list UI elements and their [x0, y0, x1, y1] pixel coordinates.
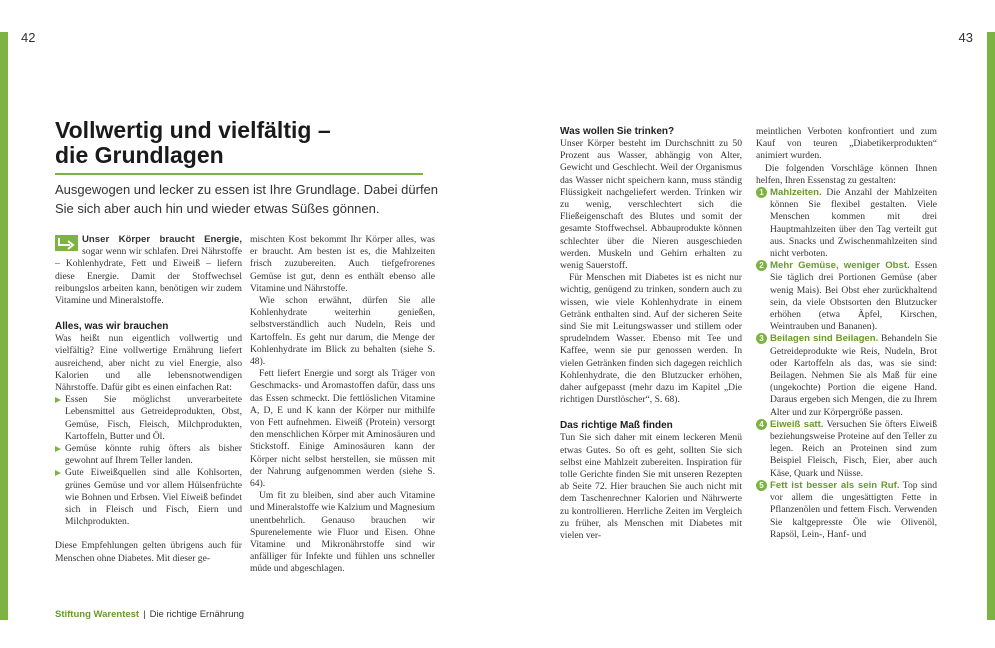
numbered-item: 3 Beilagen sind Beilagen. Behandeln Sie Getreideprodukte wie Reis, Nudeln, Brot oder Kartoffeln als das, was sie sind: Beilagen. Nehmen Sie als Maß für eine (ungekochte) Portion die eigene Hand. Daraus ergeben sich Mengen, die zu Ihrem Alter und zur Körpergröße passen.: [756, 333, 937, 418]
col2-p4: Um fit zu bleiben, sind aber auch Vitamine und Mineralstoffe wie Kalzium und Magnesium unentbehrlich. Genauso brauchen wir Spurenelemente wie Fluor und Eisen. Ohne Vitamine und Mikronährstoffe sind wir anfälliger für Infekte und fühlen uns schneller müde und abgeschlagen.: [250, 490, 435, 575]
trinken-p2: Für Menschen mit Diabetes ist es nicht nur wichtig, genügend zu trinken, sondern auch zu wissen, wie viele Kohlenhydrate in einem Getränk enthalten sind. Auf der sicheren Seite sind Sie mit Leitungswasser und stillem oder sprudelndem Wasser. Ebenso mit Tee und Kaffee, wenn sie pur genossen werden. In vielen Getränken finden sich dagegen reichlich Kohlenhydrate, die den Blutzucker erhöhen, daher aufgepasst (mehr dazu im Kapitel „Die richtigen Durstlöscher“, S. 68).: [560, 272, 742, 406]
numbered-item: 5 Fett ist besser als sein Ruf. Top sind vor allem die ungesättigten Fette in Pflanzenölen und fettem Fisch. Verwenden Sie kaltgepresste Öle wie Olivenöl, Rapsöl, Lein-, Hanf- und: [756, 480, 937, 541]
left-column-1: [55, 234, 242, 565]
number-circle-icon: 4: [756, 419, 767, 430]
triangle-bullet-icon: [55, 470, 61, 476]
mass-text: Tun Sie sich daher mit einem leckeren Menü etwas Gutes. So oft es geht, sollten Sie sich selbst eine Mahlzeit zubereiten. Inspiration für tolle Gerichte finden Sie mit unseren Rezepten ab Seite 72. Hier brauchen Sie auch nicht mit dem Taschenrechner Kalorien und Nährwerte zu kontrollieren. Herrliche Zeiten im Vergleich zu früher, als Menschen mit Diabetes mit vielen ver-: [560, 432, 742, 542]
number-circle-icon: 3: [756, 333, 767, 344]
numbered-item: 2 Mehr Gemüse, weniger Obst. Essen Sie täglich drei Portionen Gemüse (aber wenig Mais). Bei Obst eher zurückhaltend sein, da viele Obstsorten den Blutzucker erhöhen (etwa Äpfel, Kirschen, Weintrauben und Bananen).: [756, 260, 937, 333]
number-circle-icon: 1: [756, 187, 767, 198]
triangle-bullet-icon: [55, 446, 61, 452]
col1-end-paragraph: Diese Empfehlungen gelten übrigens auch für Menschen ohne Diabetes. Mit dieser ge-: [55, 540, 242, 564]
intro-bold: Unser Körper braucht Energie,: [82, 234, 242, 245]
heading-alles: Alles, was wir brauchen: [55, 321, 169, 333]
footer-separator: |: [143, 609, 146, 620]
chapter-title-line1: Vollwertig und vielfältig –: [55, 117, 331, 143]
heading-mass: Das richtige Maß finden: [560, 420, 673, 432]
title-underline: [55, 173, 423, 175]
lead-paragraph: Ausgewogen und lecker zu essen ist Ihre Grundlage. Dabei dürfen Sie sich aber auch hin und wieder etwas Süßes gönnen.: [55, 182, 439, 216]
triangle-bullet-icon: [55, 397, 61, 403]
bullet-item: Gute Eiweißquellen sind alle Kohlsorten, grünes Gemüse und vor allem Hülsenfrüchte wie Bohnen und Erbsen. Viel Eiweiß befindet sich in Fleisch und Fisch, Eiern und Milchprodukten.: [55, 467, 242, 528]
left-page: [0, 0, 497, 648]
numbered-list: [756, 187, 937, 541]
col2-p3: Fett liefert Energie und sorgt als Träger von Geschmacks- und Aromastoffen dafür, dass uns das Essen schmeckt. Die fettlöslichen Vitamine A, D, E und K kann der Körper nur mithilfe von Fett aufnehmen. Eiweiß (Protein) versorgt den menschlichen Körper mit Aminosäuren und Stickstoff. Einige Aminosäuren kann der Körper nicht selbst herstellen, sie müssen mit der Nahrung aufgenommen werden (siehe S. 64).: [250, 368, 435, 490]
chapter-title: [55, 118, 435, 168]
number-circle-icon: 2: [756, 260, 767, 271]
right-column-2: [756, 126, 937, 541]
number-circle-icon: 5: [756, 480, 767, 491]
bullet-item: Essen Sie möglichst unverarbeitete Lebensmittel aus Getreideprodukten, Obst, Gemüse, Fisch, Fleisch, Milchprodukten, Kartoffeln, Butter und Öl.: [55, 394, 242, 443]
right-column-1: [560, 126, 742, 542]
col4-p1: meintlichen Verboten konfrontiert und zum Kauf von teuren „Diabetikerprodukten“ animiert wurden.: [756, 126, 937, 162]
arrow-right-icon: [55, 235, 78, 251]
col2-p2: Wie schon erwähnt, dürfen Sie alle Kohlenhydrate weiterhin genießen, selbstverständlich auch Nudeln, Reis und Kartoffeln. Es geht nur darum, die Menge der Kohlenhydrate im Blick zu behalten (siehe S. 48).: [250, 295, 435, 368]
right-margin-bar: [987, 32, 995, 620]
col4-p2: Die folgenden Vorschläge können Ihnen helfen, Ihren Essenstag zu gestalten:: [756, 162, 937, 186]
chapter-title-line2: die Grundlagen: [55, 142, 224, 168]
page-number-right: 43: [958, 30, 973, 45]
bullet-item: Gemüse könnte ruhig öfters als bisher gewohnt auf Ihrem Teller landen.: [55, 443, 242, 467]
page-number-left: 42: [21, 30, 36, 45]
heading-trinken: Was wollen Sie trinken?: [560, 126, 675, 137]
alles-text: Was heißt nun eigentlich vollwertig und vielfältig? Eine vollwertige Ernährung liefert ausreichend, aber nicht zu viel Energie, also Kalorien und alle lebensnotwendigen Nährstoffe. Dafür gibt es einen einfachen Rat:: [55, 333, 242, 394]
page-footer: [55, 609, 244, 620]
left-column-2: [250, 234, 435, 576]
footer-brand: Stiftung Warentest: [55, 609, 140, 620]
numbered-item: 4 Eiweiß satt. Versuchen Sie öfters Eiweiß beziehungsweise Proteine auf den Teller zu legen. Reich an Proteinen sind zum Beispiel Fleisch, Fisch, Eier, aber auch Käse, Quark und Nüsse.: [756, 419, 937, 480]
numbered-item: 1 Mahlzeiten. Die Anzahl der Mahlzeiten können Sie flexibel gestalten. Viele Menschen kommen mit drei Hauptmahlzeiten über den Tag verteilt gut aus. Snacks und Zwischenmahlzeiten sind nicht verboten.: [756, 187, 937, 260]
right-page: [497, 0, 995, 648]
footer-book-title: Die richtige Ernährung: [149, 609, 245, 620]
bullet-list: [55, 394, 242, 528]
col2-p1: mischten Kost bekommt Ihr Körper alles, was er braucht. Am besten ist es, die Mahlzeiten frisch zuzubereiten. Auch tiefgefrorenes Gemüse ist gut, denn es enthält ebenso alle Vitamine und Nährstoffe.: [250, 234, 435, 294]
trinken-p1: Unser Körper besteht im Durchschnitt zu 50 Prozent aus Wasser, abhängig von Alter, Gewicht und Geschlecht. Weil der Organismus das Wasser nicht speichern kann, muss ständig Flüssigkeit nachgeliefert werden. Trinken wir zu wenig, verschlechtert sich die Fließeigenschaft des Blutes und somit der gesamte Stoffwechsel. Abbauprodukte können schlechter über die Nieren ausgeschieden werden. Muskeln und Gehirn erhalten zu wenig Sauerstoff.: [560, 138, 742, 272]
intro-text: sogar wenn wir schlafen. Drei Nährstoffe – Kohlenhydrate, Fett und Eiweiß – liefern diese Energie. Damit der Stoffwechsel reibungslos arbeiten kann, benötigen wir zudem Vitamine und Mineralstoffe.: [55, 246, 242, 307]
left-margin-bar: [0, 32, 8, 620]
